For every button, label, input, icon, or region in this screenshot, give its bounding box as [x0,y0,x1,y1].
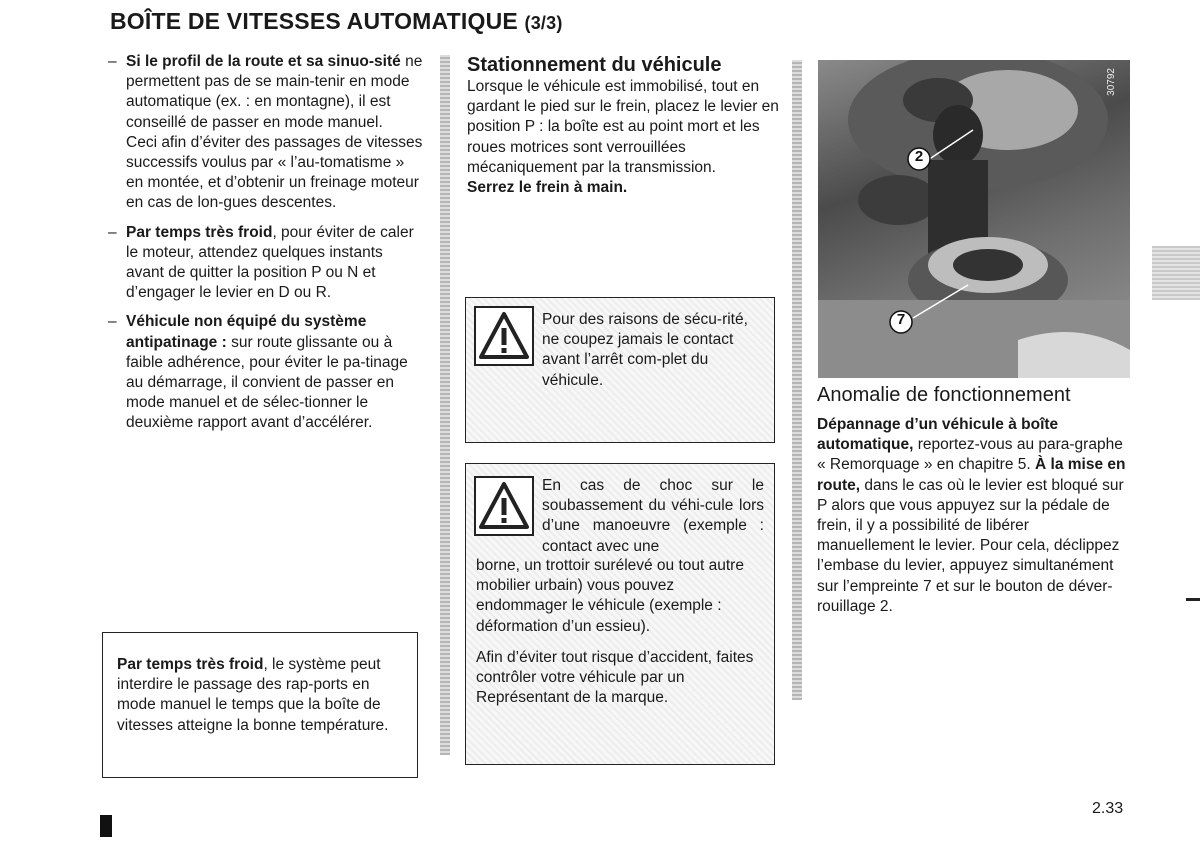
section-thumb-tab [1152,246,1200,300]
bullet-lead: Si le profil de la route et sa sinuo-sité [126,53,401,70]
page-title [110,8,563,35]
bullet-lead: Véhicule non équipé du système antipatinage : [126,313,367,351]
warning-text-top: En cas de choc sur le soubassement du véhi-cule lors d’une manoeuvre (exemple : contact avec une [542,477,764,555]
warning-triangle-icon [474,476,534,536]
section-heading: Stationnement du véhicule [467,54,722,76]
middle-column [467,54,779,198]
bullet-extra: Ceci afin d’éviter des passages de vitesses successifs voulus par « l’au-tomatisme » en montée, et d’obtenir un freinage moteur en cas de lon-gues descentes. [126,133,423,212]
parking-emphasis: Serrez le frein à main. [467,179,628,197]
fault-text [817,415,1129,617]
bullet-text: sur route glissante ou à faible adhérence, pour éviter le pa-tinage au démarrage, il convient de passer en mode manuel et de sélec-tionner le deuxième rapport avant d’accélérer. [126,333,408,432]
bullet-lead: Par temps très froid [126,223,273,241]
warning-text: Pour des raisons de sécu-rité, ne coupez jamais le contact avant l’arrêt com-plet du véhicule. [542,311,748,389]
fault-text-1: reportez-vous au para-graphe « Remorquage » en chapitre 5. [817,436,1123,474]
parking-text: Lorsque le véhicule est immobilisé, tout en gardant le pied sur le frein, placez le levier en position P : la boîte est au point mort et les roues motrices sont verrouillées mécaniquement par la transmission. [467,78,779,176]
warning-text-advice: Afin d’éviter tout risque d’accident, faites contrôler votre véhicule par un Représentant de la marque. [476,649,754,707]
bullet-item [108,52,424,214]
edge-mark [1186,598,1200,601]
bullet-text: , pour éviter de caler le moteur, attendez quelques instants avant de quitter la position P ou N et d’engager le levier en D ou R. [126,223,414,302]
bullet-dash: – [108,313,117,331]
safety-warning-box [465,297,775,443]
left-column [108,52,424,443]
warning-text-rest: borne, un trottoir surélevé ou tout autre mobilier urbain) vous pouvez endommager le véhicule (exemple : déformation d’un essieu). [476,557,744,635]
fault-lead-1: Dépannage d’un véhicule à boîte automatique, [817,416,1059,454]
fault-lead-2: À la mise en route, [817,456,1126,494]
bullet-text: ne permettent pas de se main-tenir en mode automatique (ex. : en montagne), il est conseillé de passer en mode manuel. [126,53,423,131]
column-separator [440,55,450,755]
note-lead: Par temps très froid [117,656,264,673]
warning-triangle-icon [474,306,534,366]
page-number: 2.33 [1092,800,1124,817]
bullet-item [108,223,424,304]
gear-lever-photo [818,60,1130,378]
note-text: , le système peut interdire le passage des rap-ports en mode manuel le temps que la boîte de vitesses atteigne la bonne température. [117,656,389,734]
right-column [817,384,1129,617]
cold-weather-note [102,632,418,778]
gear-lever-illustration [818,60,1130,378]
bullet-dash: – [108,223,117,241]
print-mark [100,815,112,837]
title-suffix: (3/3) [524,13,563,33]
photo-code: 30792 [1106,68,1117,96]
callout-label-7: 7 [896,311,906,328]
section-heading: Anomalie de fonctionnement [817,384,1071,406]
callout-label-2: 2 [914,148,924,165]
column-separator [792,60,802,700]
bullet-dash: – [108,53,117,70]
bullet-item [108,312,424,433]
fault-text-2: dans le cas où le levier est bloqué sur P alors que vous appuyez sur la pédale de frein, il y a possibilité de libérer manuellement le levier. Pour cela, déclippez l’embase du levier, appuyez simultanément sur l’empreinte 7 et sur le bouton de déver-rouillage 2. [817,476,1124,615]
title-main: BOÎTE DE VITESSES AUTOMATIQUE [110,8,518,34]
impact-warning-box [465,463,775,765]
